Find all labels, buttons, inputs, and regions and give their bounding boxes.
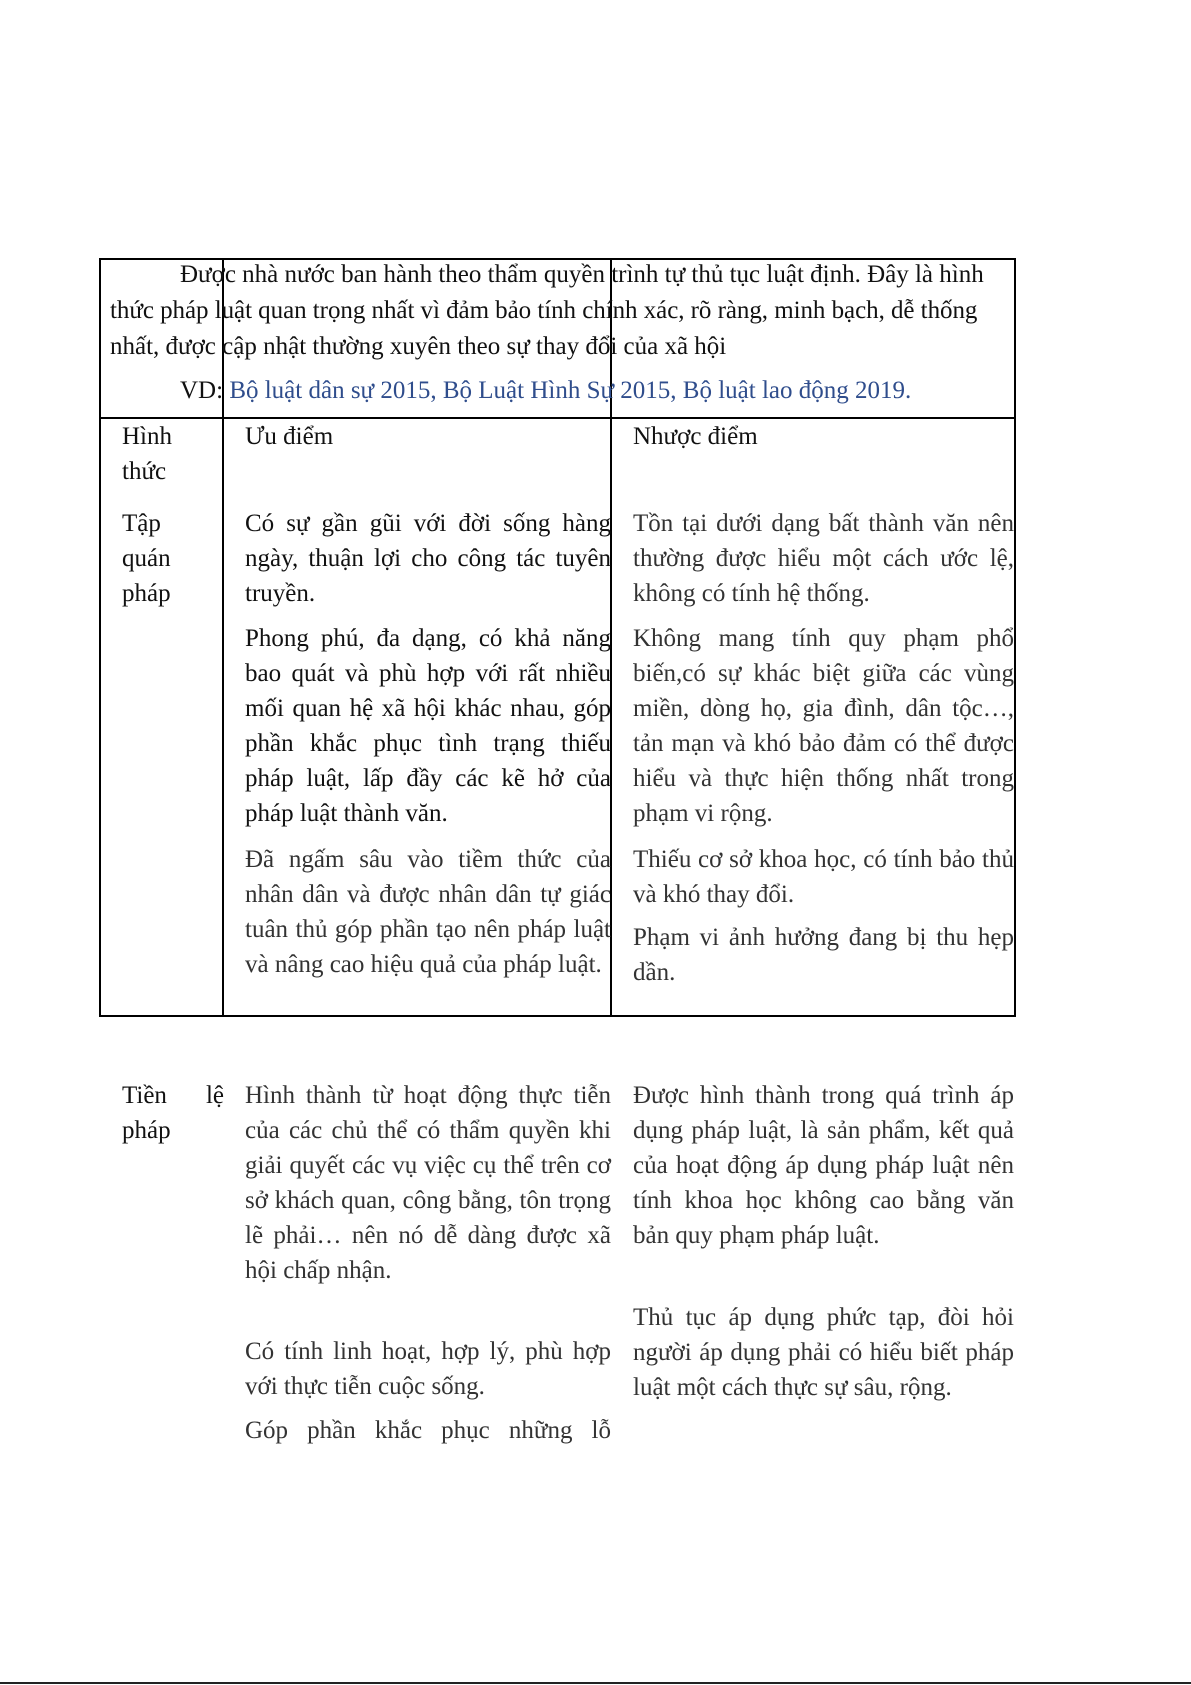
intro-line-3: nhất, được cập nhật thường xuyên theo sự thay đổi của xã hội xyxy=(110,333,727,360)
header-cons: Nhược điểm xyxy=(633,423,758,450)
tien-le-con-1: Được hình thành trong quá trình áp dụng pháp luật, là sản phẩm, kết quả của hoạt động áp dụng pháp luật nên tính khoa học không cao bằng văn bản quy phạm pháp luật. xyxy=(633,1082,1014,1249)
tap-quan-pro-3: Đã ngấm sâu vào tiềm thức của nhân dân và được nhân dân tự giác tuân thủ góp phần tạo nên pháp luật và nâng cao hiệu quả của pháp luật. xyxy=(245,846,611,978)
tien-le-pro-2: Có tính linh hoạt, hợp lý, phù hợp với thực tiễn cuộc sống. xyxy=(245,1338,611,1400)
page-bottom-rule xyxy=(0,1682,1191,1684)
tien-le-pro-3: Góp phần khắc phục những lỗ xyxy=(245,1417,611,1444)
tap-quan-pro-1: Có sự gần gũi với đời sống hàng ngày, thuận lợi cho công tác tuyên truyền. xyxy=(245,510,611,607)
form-tap-quan-phap: Tập quán pháp xyxy=(122,510,171,607)
tien-le-con-2: Thủ tục áp dụng phức tạp, đòi hỏi người áp dụng phải có hiểu biết pháp luật một cách thực sự sâu, rộng. xyxy=(633,1304,1014,1401)
header-form: Hình thức xyxy=(122,423,172,485)
table-border-left xyxy=(99,258,101,1017)
tap-quan-con-2: Không mang tính quy phạm phổ biến,có sự khác biệt giữa các vùng miền, dòng họ, gia đình, dân tộc…, tản mạn và khó bảo đảm có thể được hiểu và thực hiện thống nhất trong phạm vi rộng. xyxy=(633,625,1014,827)
tap-quan-con-1: Tồn tại dưới dạng bất thành văn nên thường được hiểu một cách ước lệ, không có tính hệ thống. xyxy=(633,510,1014,607)
header-pros: Ưu điểm xyxy=(245,423,334,450)
form-tien-le-phap: Tiền lệ pháp xyxy=(122,1082,224,1144)
intro-line-1: Được nhà nước ban hành theo thẩm quyền trình tự thủ tục luật định. Đây là hình xyxy=(180,261,984,288)
example-text: Bộ luật dân sự 2015, Bộ Luật Hình Sự 2015, Bộ luật lao động 2019. xyxy=(229,377,912,404)
table-border-bottom xyxy=(99,1015,1016,1017)
tap-quan-pro-2: Phong phú, đa dạng, có khả năng bao quát và phù hợp với rất nhiều mối quan hệ xã hội khác nhau, góp phần khắc phục tình trạng thiếu pháp luật, lấp đầy các kẽ hở của pháp luật thành văn. xyxy=(245,625,611,827)
example-label: VD: xyxy=(180,377,224,404)
table-border-right xyxy=(1014,258,1016,1017)
intro-line-2: thức pháp luật quan trọng nhất vì đảm bảo tính chính xác, rõ ràng, minh bạch, dễ thống xyxy=(110,297,978,324)
tap-quan-con-4: Phạm vi ảnh hưởng đang bị thu hẹp dần. xyxy=(633,924,1014,986)
table-divider-col1 xyxy=(222,258,224,1017)
tien-le-pro-1: Hình thành từ hoạt động thực tiễn của các chủ thể có thẩm quyền khi giải quyết các vụ việc cụ thể trên cơ sở khách quan, công bằng, tôn trọng lẽ phải… nên nó dễ dàng được xã hội chấp nhận. xyxy=(245,1082,611,1284)
tap-quan-con-3: Thiếu cơ sở khoa học, có tính bảo thủ và khó thay đổi. xyxy=(633,846,1014,908)
intro-example xyxy=(110,373,1150,408)
